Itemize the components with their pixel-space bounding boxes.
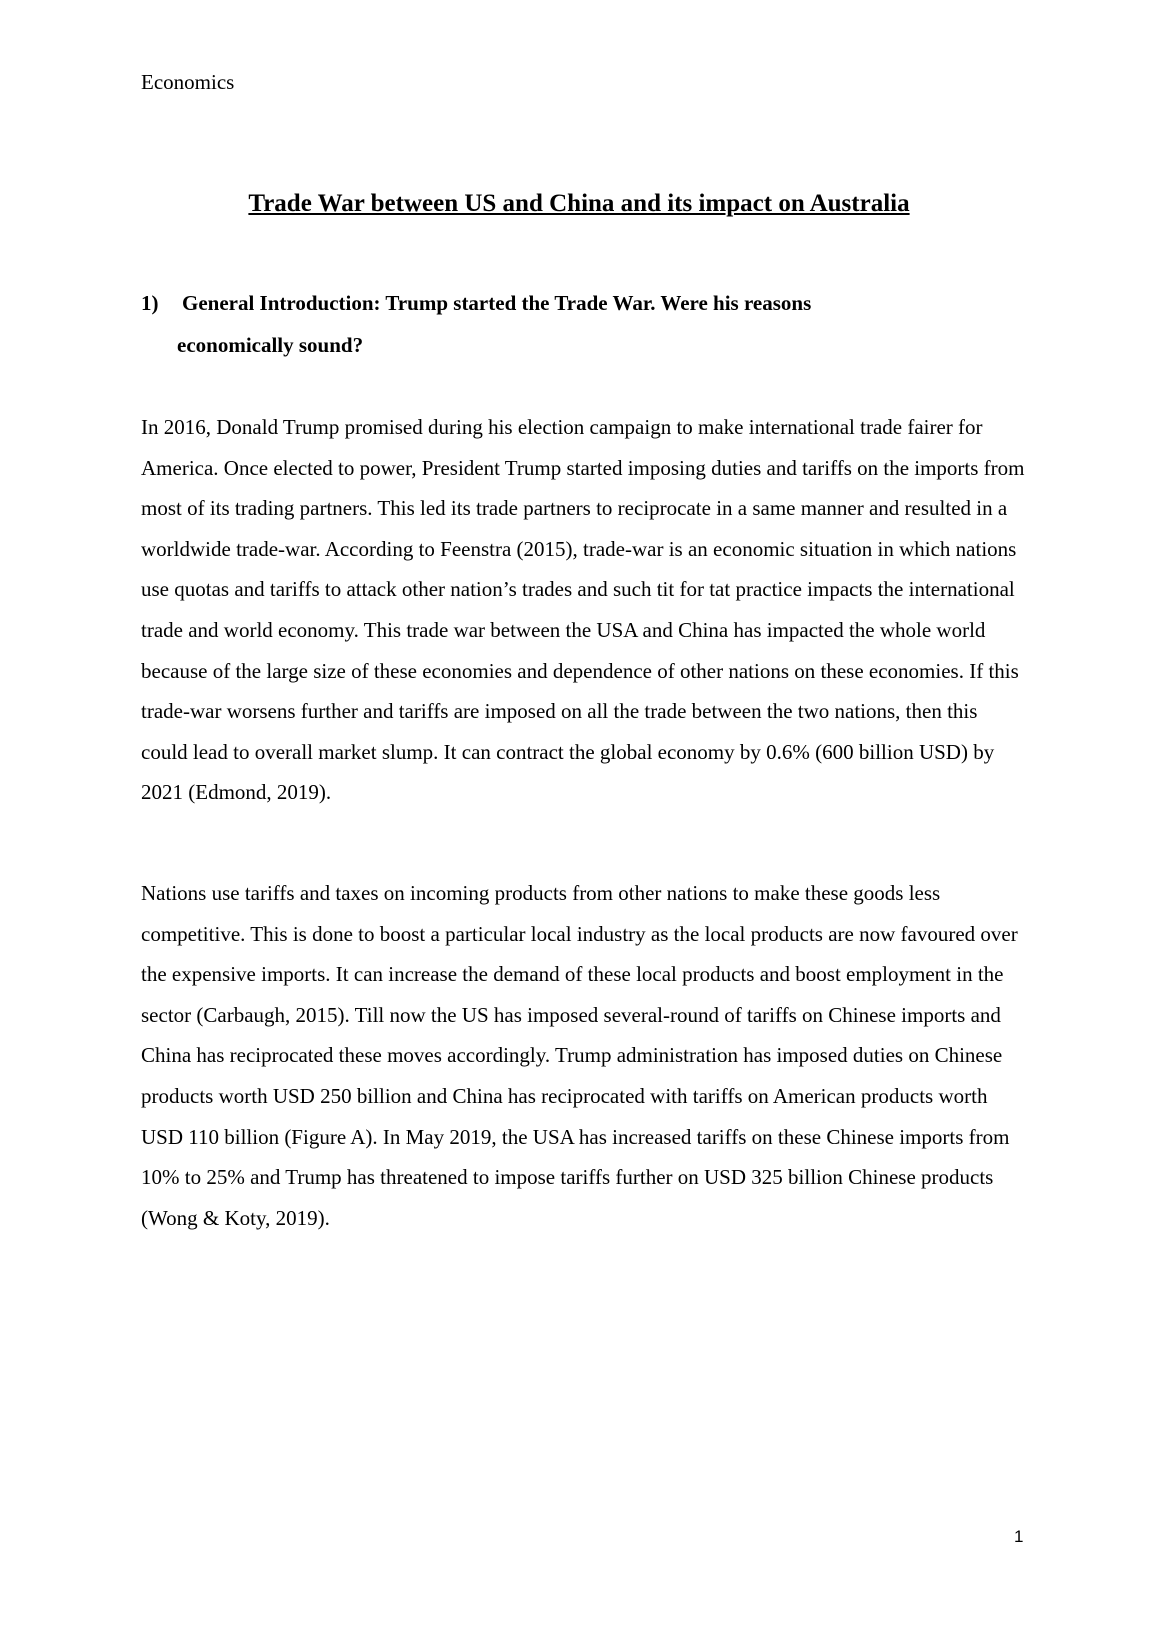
section-heading [141, 282, 1021, 366]
page-number: 1 [1014, 1527, 1024, 1546]
section-heading-line1: General Introduction: Trump started the Trade War. Were his reasons [182, 291, 812, 315]
body-paragraph: In 2016, Donald Trump promised during his election campaign to make international trade fairer for America. Once elected to power, President Trump started imposing duties and tariffs on the imports from most of its trading partners. This led its trade partners to reciprocate in a same manner and resulted in a worldwide trade-war. According to Feenstra (2015), trade-war is an economic situation in which nations use quotas and tariffs to attack other nation’s trades and such tit for tat practice impacts the international trade and world economy. This trade war between the USA and China has impacted the whole world because of the large size of these economies and dependence of other nations on these economies. If this trade-war worsens further and tariffs are imposed on all the trade between the two nations, then this could lead to overall market slump. It can contract the global economy by 0.6% (600 billion USD) by 2021 (Edmond, 2019). [141, 415, 1025, 805]
body-paragraph: Nations use tariffs and taxes on incoming products from other nations to make these goods less competitive. This is done to boost a particular local industry as the local products are now favoured over the expensive imports. It can increase the demand of these local products and boost employment in the sector (Carbaugh, 2015). Till now the US has imposed several-round of tariffs on Chinese imports and China has reciprocated these moves accordingly. Trump administration has imposed duties on Chinese products worth USD 250 billion and China has reciprocated with tariffs on American products worth USD 110 billion (Figure A). In May 2019, the USA has increased tariffs on these Chinese imports from 10% to 25% and Trump has threatened to impose tariffs further on USD 325 billion Chinese products (Wong & Koty, 2019). [141, 881, 1018, 1230]
section-heading-line2: economically sound? [177, 333, 364, 357]
section-number: 1) [141, 291, 159, 315]
running-header: Economics [141, 70, 235, 94]
document-title: Trade War between US and China and its impact on Australia [248, 190, 910, 217]
